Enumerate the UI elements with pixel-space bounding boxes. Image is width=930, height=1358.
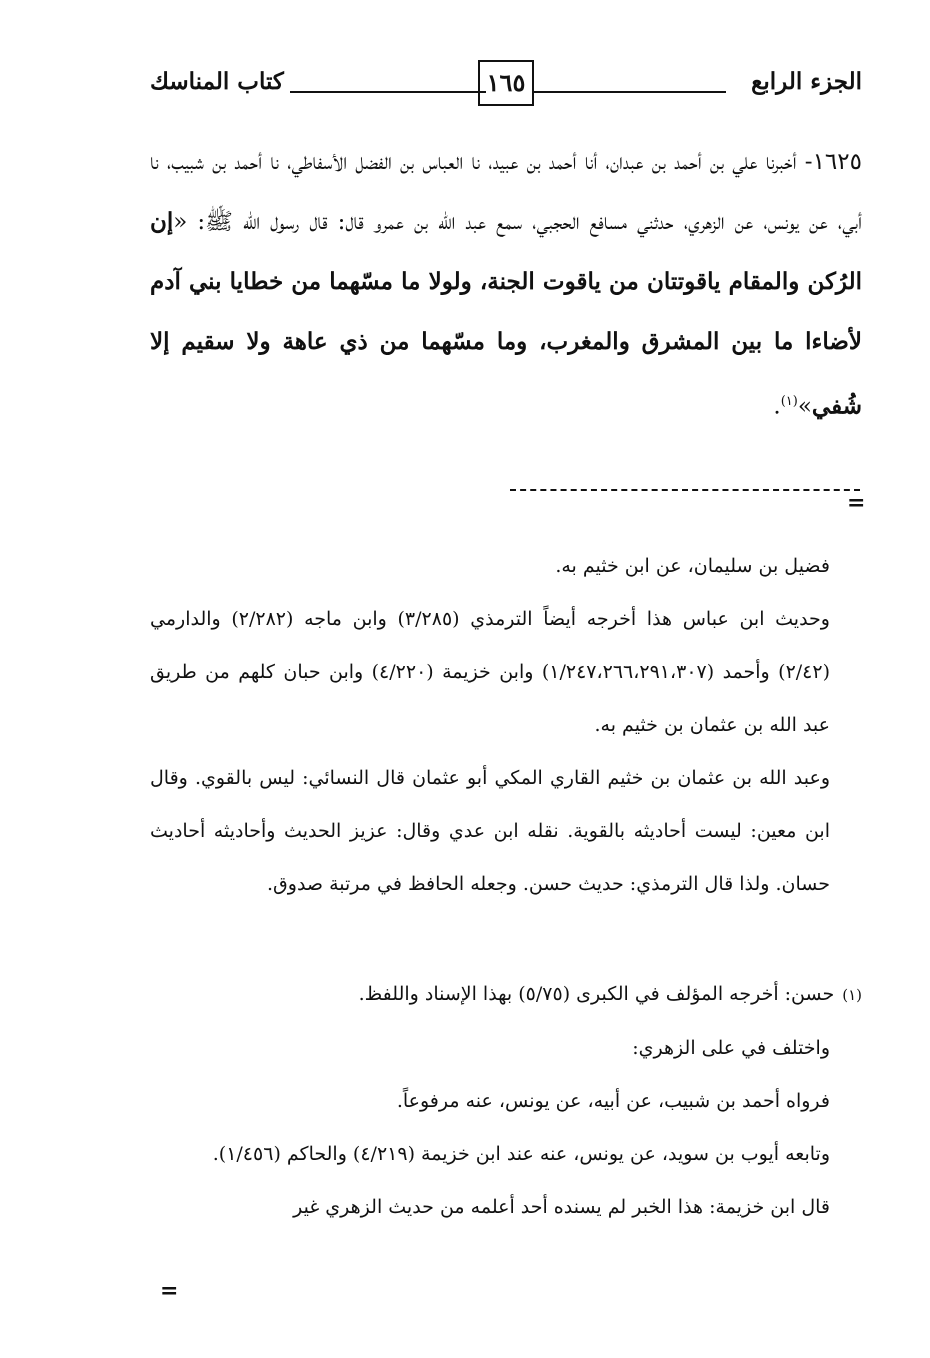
footnote-separator — [510, 489, 860, 491]
continuation-mark-bottom: = — [160, 1278, 179, 1304]
note-paragraph: فضيل بن سليمان، عن ابن خثيم به. — [555, 555, 830, 577]
footnote-number: (١) — [842, 986, 862, 1004]
footnote-line: فرواه أحمد بن شبيب، عن أبيه، عن يونس، عنه مرفوعاً. — [396, 1090, 830, 1112]
footnote-text: حسن: أخرجه المؤلف في الكبرى (٥/٧٥) بهذا الإسناد واللفظ. — [358, 983, 835, 1005]
page-number: ١٦٥ — [478, 60, 534, 106]
hadith-isnad: ١٦٢٥- أخبرنا علي بن أحمد بن عبدان، أنا أحمد بن عبيد، نا العباس بن الفضل الأسفاطي، نا أحمد بن شبيب، نا أبي، عن يونس، عن الزهري، حدثني مسافع الحجبي، سمع عبد الله بن عمرو قال: قال رسول الله ﷺ: « — [150, 149, 862, 235]
footnote-line: واختلف في على الزهري: — [632, 1037, 830, 1059]
header-rule-right — [532, 91, 726, 93]
footnote-1 — [150, 968, 862, 1234]
note-paragraph: وعبد الله بن عثمان بن خثيم القاري المكي أبو عثمان قال النسائي: ليس بالقوي. وقال ابن معين: ليست أحاديثه بالقوية. نقله ابن عدي وقال: عزيز الحديث وأحاديثه أحاديث حسان. ولذا قال الترمذي: حديث حسن. وجعله الحافظ في مرتبة صدوق. — [150, 767, 830, 895]
hadith-text — [150, 132, 862, 437]
continuation-mark-top: = — [847, 490, 866, 516]
footnote-ref: (١) — [780, 394, 798, 409]
volume-title: الجزء الرابع — [751, 68, 862, 95]
footnote-line: قال ابن خزيمة: هذا الخبر لم يسنده أحد أعلمه من حديث الزهري غير — [293, 1196, 830, 1218]
book-title: كتاب المناسك — [150, 68, 284, 95]
note-paragraph: وحديث ابن عباس هذا أخرجه أيضاً الترمذي (٣/٢٨٥) وابن ماجه (٢/٢٨٢) والدارمي (٢/٤٢) وأحمد (١/٢٤٧،٢٦٦،٢٩١،٣٠٧) وابن خزيمة (٤/٢٢٠) وابن حبان كلهم من طريق عبد الله بن عثمان بن خثيم به. — [150, 608, 831, 736]
footnote-first-line — [150, 968, 862, 1022]
hadith-matn: إن الرُكن والمقام ياقوتتان من ياقوت الجنة، ولولا ما مسّهما من خطايا بني آدم لأضاءا ما بين المشرق والمغرب، وما مسّهما من ذي عاهة ولا سقيم إلا شُفي — [150, 208, 862, 420]
footnote-line: وتابعه أيوب بن سويد، عن يونس، عنه عند ابن خزيمة (٤/٢١٩) والحاكم (١/٤٥٦). — [212, 1143, 830, 1165]
hadith-closing-quote: » — [797, 393, 812, 420]
header-rule-left — [290, 91, 486, 93]
continued-footnote — [150, 540, 830, 911]
page-header — [150, 60, 862, 110]
hadith-end: . — [773, 393, 781, 420]
